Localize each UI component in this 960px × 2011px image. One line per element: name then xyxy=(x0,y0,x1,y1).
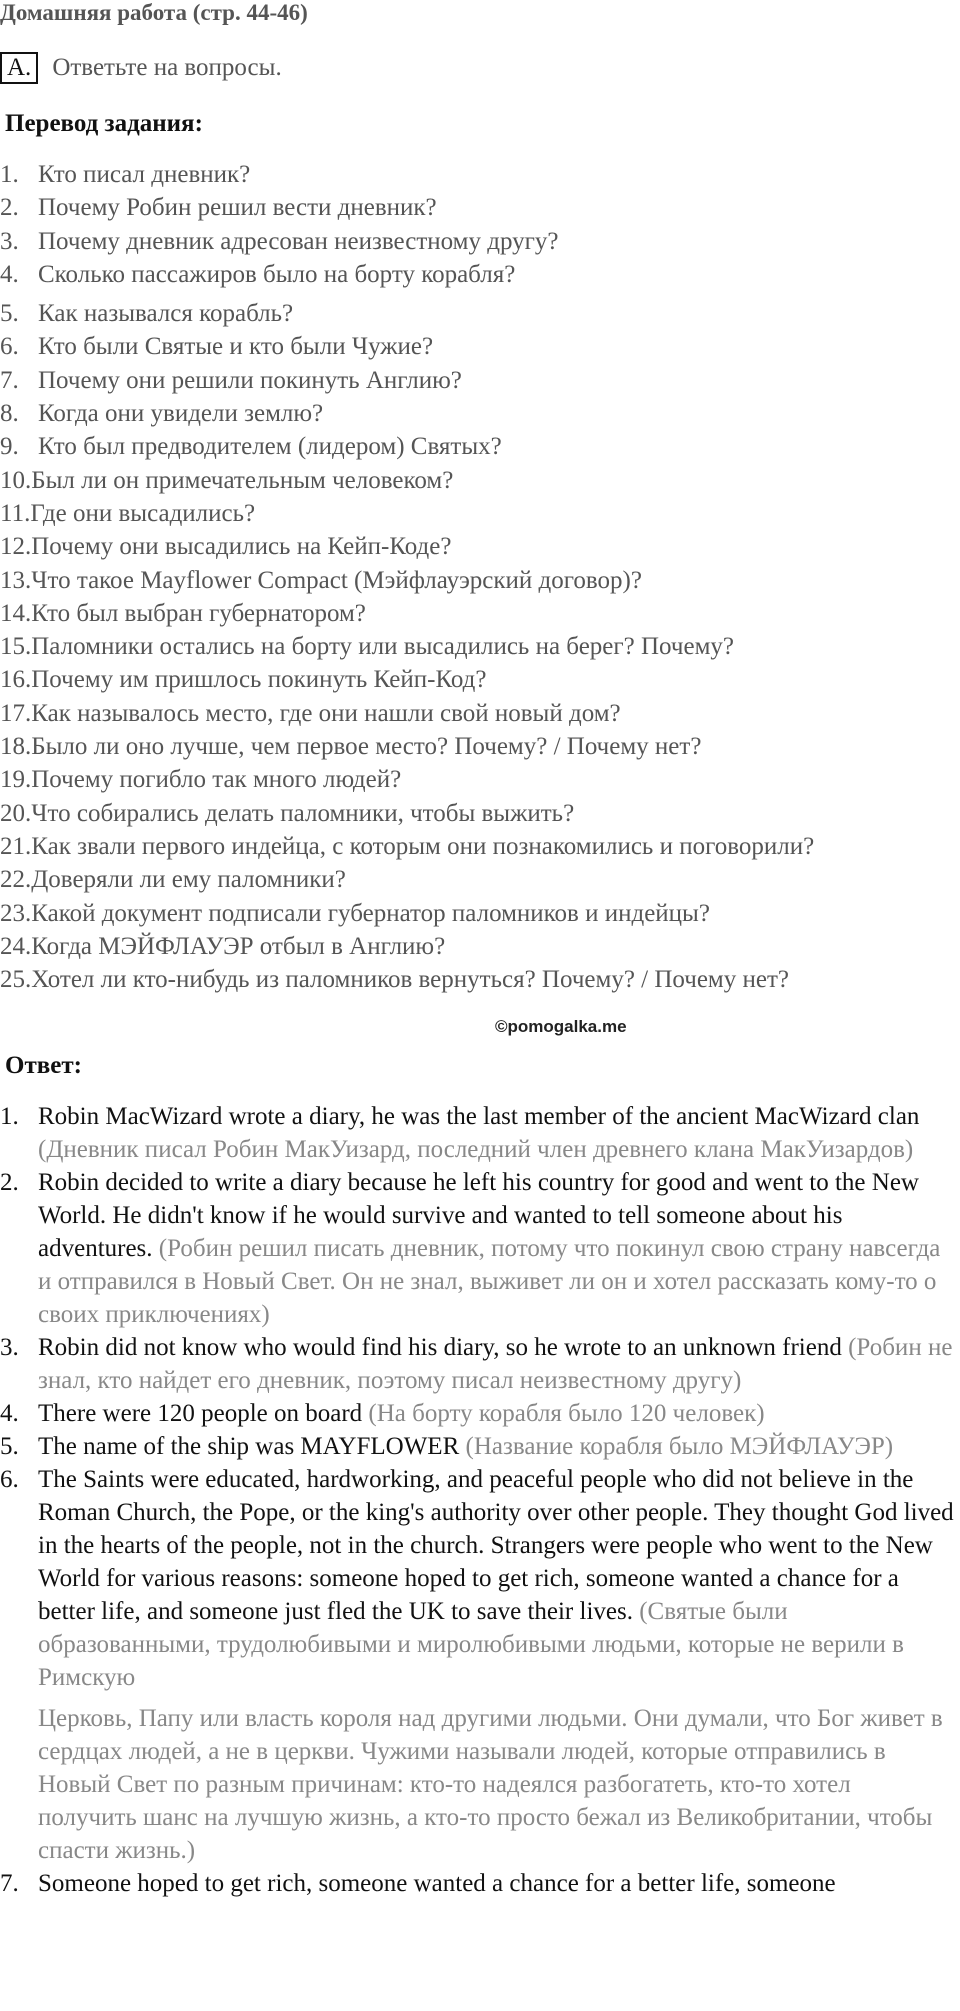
question-item xyxy=(0,763,814,796)
question-text: Кто были Святые и кто были Чужие? xyxy=(38,333,434,361)
answer-english: Robin decided to write a diary because he left his country for good and went to the New World. He didn't know if he would survive and wanted to tell someone about his adventures. xyxy=(38,1169,919,1262)
task-letter-box: A. xyxy=(0,52,38,84)
answer-number: 6. xyxy=(0,1466,19,1493)
question-item xyxy=(0,797,814,830)
answer-item xyxy=(0,1100,955,1166)
question-item xyxy=(0,330,814,363)
question-number: 7. xyxy=(0,366,19,394)
question-text: Было ли оно лучше, чем первое место? Почему? / Почему нет? xyxy=(31,733,702,761)
answer-item xyxy=(0,1166,955,1331)
question-number: 4. xyxy=(0,260,19,288)
question-number: 8. xyxy=(0,400,19,428)
question-item xyxy=(0,225,814,258)
answer-number: 2. xyxy=(0,1169,19,1196)
answer-item-continuation xyxy=(0,1702,955,1867)
answer-number: 4. xyxy=(0,1400,19,1427)
question-number: 25. xyxy=(0,966,32,994)
answer-item xyxy=(0,1397,955,1430)
question-list xyxy=(0,158,814,996)
translation-heading: Перевод задания: xyxy=(5,110,203,137)
answer-russian: (Дневник писал Робин МакУизард, последний член древнего клана МакУизардов) xyxy=(38,1136,914,1163)
question-text: Когда МЭЙФЛАУЭР отбыл в Англию? xyxy=(31,932,446,960)
answer-number xyxy=(0,1702,38,1867)
page-title: Домашняя работа (стр. 44-46) xyxy=(0,0,308,25)
question-number: 6. xyxy=(0,333,19,361)
question-number: 5. xyxy=(0,300,19,328)
question-text: Почему Робин решил вести дневник? xyxy=(38,194,437,222)
question-number: 21. xyxy=(0,832,32,860)
question-number: 15. xyxy=(0,633,32,661)
question-item xyxy=(0,863,814,896)
question-item xyxy=(0,297,814,330)
question-item xyxy=(0,897,814,930)
task-text: Ответьте на вопросы. xyxy=(52,54,282,81)
answer-number: 3. xyxy=(0,1334,19,1361)
answer-russian: (Робин не знал, кто найдет его дневник, поэтому писал неизвестному другу) xyxy=(38,1334,953,1394)
question-item xyxy=(0,830,814,863)
answer-english: The Saints were educated, hardworking, and peaceful people who did not believe in the Roman Church, the Pope, or the king's authority over other people. They thought God lived in the hearts of the people, not in the church. Strangers were people who went to the New World for various reasons: someone hoped to get rich, someone wanted a chance for a better life, and someone just fled the UK to save their lives. xyxy=(38,1466,954,1625)
question-number: 18. xyxy=(0,733,32,761)
question-item xyxy=(0,663,814,696)
question-number: 16. xyxy=(0,666,32,694)
question-item xyxy=(0,697,814,730)
question-number: 20. xyxy=(0,799,32,827)
answer-item xyxy=(0,1867,955,1900)
question-text: Кто был предводителем (лидером) Святых? xyxy=(38,433,502,461)
question-text: Был ли он примечательным человеком? xyxy=(31,466,454,494)
answer-number: 7. xyxy=(0,1870,19,1897)
question-item xyxy=(0,564,814,597)
question-item xyxy=(0,397,814,430)
question-text: Почему погибло так много людей? xyxy=(31,766,402,794)
question-item xyxy=(0,191,814,224)
question-text: Кто был выбран губернатором? xyxy=(31,599,366,627)
question-item xyxy=(0,258,814,291)
question-text: Как назывался корабль? xyxy=(38,300,294,328)
answer-item xyxy=(0,1331,955,1397)
answer-item xyxy=(0,1430,955,1463)
answer-russian: (На борту корабля было 120 человек) xyxy=(362,1400,765,1427)
answer-russian: (Робин решил писать дневник, потому что покинул свою страну навсегда и отправился в Новый Свет. Он не знал, выживет ли он и хотел рассказать кому-то о своих приключениях) xyxy=(38,1235,941,1328)
question-text: Почему им пришлось покинуть Кейп-Код? xyxy=(31,666,487,694)
answer-item xyxy=(0,1463,955,1694)
question-number: 1. xyxy=(0,161,19,188)
question-number: 23. xyxy=(0,899,32,927)
question-text: Как звали первого индейца, с которым они познакомились и поговорили? xyxy=(31,832,815,860)
question-item xyxy=(0,630,814,663)
question-text: Когда они увидели землю? xyxy=(38,400,324,428)
question-number: 19. xyxy=(0,766,32,794)
question-item xyxy=(0,530,814,563)
answer-number: 1. xyxy=(0,1103,19,1130)
answer-english: Robin did not know who would find his diary, so he wrote to an unknown friend xyxy=(38,1334,842,1361)
question-text: Почему они высадились на Кейп-Коде? xyxy=(31,533,452,561)
question-number: 17. xyxy=(0,699,32,727)
question-item xyxy=(0,464,814,497)
question-number: 13. xyxy=(0,566,32,594)
question-item xyxy=(0,497,814,530)
question-item xyxy=(0,730,814,763)
answer-english: The name of the ship was MAYFLOWER xyxy=(38,1433,460,1460)
question-number: 22. xyxy=(0,866,32,894)
question-text: Что такое Mayflower Compact (Мэйфлауэрский договор)? xyxy=(31,566,642,594)
question-item xyxy=(0,430,814,463)
question-number: 2. xyxy=(0,194,19,222)
question-text: Почему дневник адресован неизвестному другу? xyxy=(38,227,559,255)
question-number: 14. xyxy=(0,599,32,627)
question-text: Паломники остались на борту или высадились на берег? Почему? xyxy=(31,633,734,661)
question-item xyxy=(0,158,814,191)
answer-russian: (Название корабля было МЭЙФЛАУЭР) xyxy=(459,1433,894,1460)
question-number: 9. xyxy=(0,433,19,461)
question-text: Как называлось место, где они нашли свой новый дом? xyxy=(31,699,621,727)
question-text: Где они высадились? xyxy=(30,499,256,527)
answer-english: There were 120 people on board xyxy=(38,1400,363,1427)
question-number: 3. xyxy=(0,227,19,255)
question-text: Сколько пассажиров было на борту корабля? xyxy=(38,260,516,288)
question-text: Доверяли ли ему паломники? xyxy=(31,866,346,894)
task-line xyxy=(0,52,282,84)
question-number: 12. xyxy=(0,533,32,561)
question-text: Почему они решили покинуть Англию? xyxy=(38,366,462,394)
watermark: ©pomogalka.me xyxy=(495,1017,627,1036)
question-number: 24. xyxy=(0,932,32,960)
answer-list xyxy=(0,1100,955,1900)
question-item xyxy=(0,597,814,630)
question-number: 10. xyxy=(0,466,32,494)
question-item xyxy=(0,364,814,397)
question-text: Что собирались делать паломники, чтобы выжить? xyxy=(31,799,575,827)
answer-russian: Церковь, Папу или власть короля над другими людьми. Они думали, что Бог живет в сердцах людей, а не в церкви. Чужими называли людей, которые отправились в Новый Свет по разным причинам: кто-то надеялся разбогатеть, кто-то хотел получить шанс на лучшую жизнь, а кто-то просто бежал из Великобритании, чтобы спасти жизнь.) xyxy=(38,1705,943,1864)
answer-russian: (Святые были образованными, трудолюбивыми и миролюбивыми людьми, которые не верили в Римскую xyxy=(38,1598,904,1691)
answer-number: 5. xyxy=(0,1433,19,1460)
question-text: Какой документ подписали губернатор паломников и индейцы? xyxy=(31,899,710,927)
question-item xyxy=(0,930,814,963)
answer-heading: Ответ: xyxy=(5,1052,82,1079)
answer-english: Someone hoped to get rich, someone wanted a chance for a better life, someone xyxy=(38,1870,836,1897)
question-text: Хотел ли кто-нибудь из паломников вернуться? Почему? / Почему нет? xyxy=(31,966,790,994)
answer-english: Robin MacWizard wrote a diary, he was the last member of the ancient MacWizard clan xyxy=(38,1103,920,1130)
question-text: Кто писал дневник? xyxy=(38,161,251,188)
question-number: 11. xyxy=(0,499,31,527)
question-item xyxy=(0,963,814,996)
